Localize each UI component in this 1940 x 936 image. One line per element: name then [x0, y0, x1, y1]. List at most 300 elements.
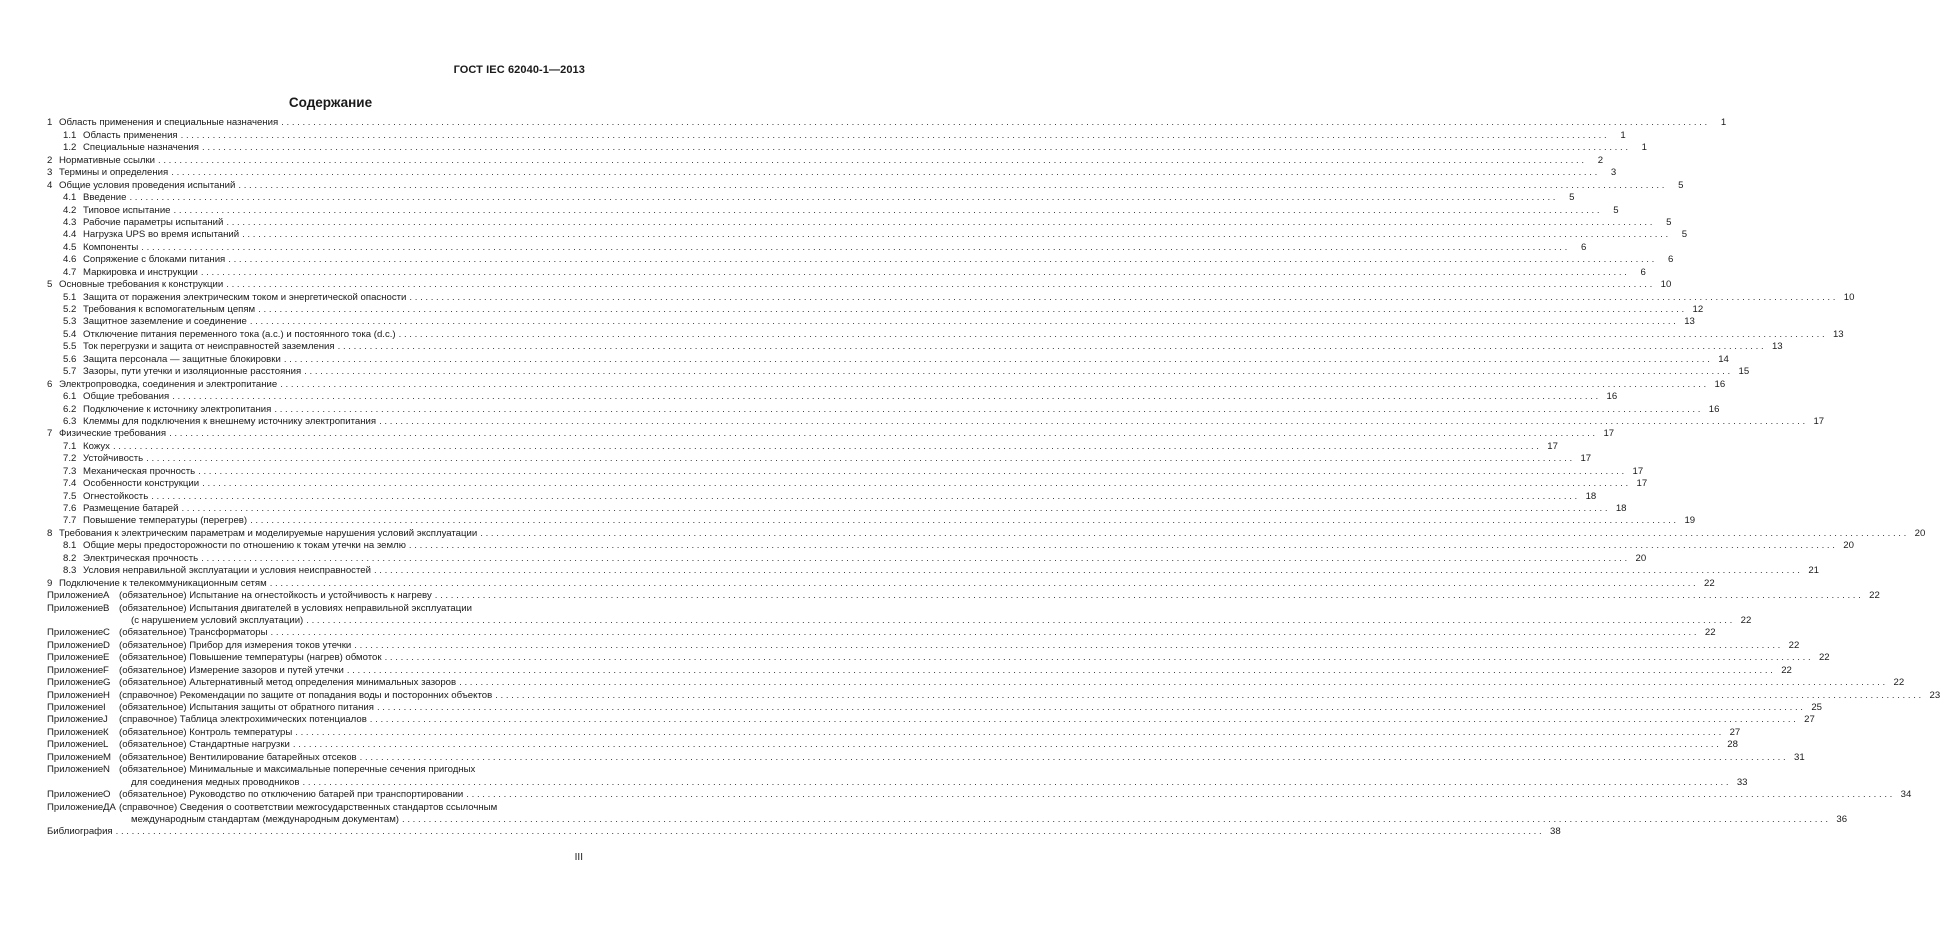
toc-leader-dots	[158, 155, 1584, 167]
toc-entry-page: 21	[1808, 565, 1819, 577]
toc-leader-dots	[284, 354, 1710, 366]
toc-entry[interactable]	[47, 204, 1619, 217]
toc-leader-dots	[242, 229, 1668, 241]
toc-leader-dots	[250, 316, 1676, 328]
toc-entry[interactable]	[47, 639, 1800, 652]
toc-entry-page: 31	[1794, 751, 1805, 763]
toc-appendix-prefix: Приложение	[47, 714, 104, 726]
toc-entry[interactable]	[47, 415, 1825, 428]
toc-leader-dots	[374, 565, 1800, 577]
toc-entry-title: Особенности конструкции	[83, 478, 200, 490]
toc-appendix-letter: ДА	[103, 801, 116, 813]
toc-entry-title: (обязательное) Испытания защиты от обратного питания	[119, 702, 374, 714]
toc-entry-title: Отключение питания переменного тока (a.c.) и постоянного тока (d.c.)	[83, 328, 396, 340]
toc-entry-page: 38	[1550, 826, 1561, 838]
toc-appendix-prefix: Приложение	[47, 726, 104, 738]
toc-leader-dots	[271, 627, 1697, 639]
toc-entry-number: 7.7	[63, 515, 77, 527]
toc-entry-number: 8.2	[63, 552, 77, 564]
toc-entry-page: 27	[1729, 726, 1741, 738]
toc-entry-title: Электропроводка, соединения и электропитание	[59, 378, 278, 390]
toc-entry-title: Введение	[83, 192, 127, 204]
toc-entry-page: 20	[1843, 540, 1854, 552]
toc-entry-page: 17	[1580, 453, 1592, 465]
toc-entry-page: 33	[1736, 776, 1748, 788]
toc-entry[interactable]	[47, 726, 1741, 739]
toc-entry-page: 16	[1708, 403, 1720, 415]
toc-leader-dots	[181, 130, 1607, 142]
toc-entry-page: 36	[1836, 813, 1848, 825]
toc-entry-number: 6.3	[63, 415, 77, 427]
toc-entry[interactable]	[47, 764, 585, 776]
toc-entry-number: 5.3	[63, 316, 77, 328]
toc-appendix-letter: В	[103, 602, 110, 614]
toc-entry[interactable]	[47, 751, 1805, 764]
toc-entry-number: 7	[47, 428, 53, 440]
toc-entry-page: 16	[1714, 378, 1726, 390]
toc-entry[interactable]	[47, 316, 1695, 329]
toc-entry-title: Нормативные ссылки	[59, 154, 156, 166]
toc-entry-page: 22	[1781, 664, 1792, 676]
toc-leader-dots	[250, 515, 1676, 527]
toc-entry-number: 5.4	[63, 328, 77, 340]
toc-entry-number: 5.1	[63, 291, 77, 303]
toc-entry-number: 5.7	[63, 366, 77, 378]
toc-entry-title: Электрическая прочность	[83, 552, 199, 564]
toc-entry-number: 8.3	[63, 565, 77, 577]
toc-entry-page: 17	[1636, 478, 1648, 490]
toc-entry-title: Физические требования	[59, 428, 167, 440]
toc-entry-page: 18	[1585, 490, 1597, 502]
toc-entry[interactable]	[47, 266, 1646, 279]
toc-leader-dots	[280, 379, 1706, 391]
toc-entry-title: (обязательное) Минимальные и максимальные поперечные сечения пригодных	[119, 764, 476, 776]
toc-entry[interactable]	[47, 689, 1940, 702]
toc-entry-number: 7.3	[63, 465, 77, 477]
toc-entry[interactable]	[47, 789, 1912, 801]
toc-entry-title: (обязательное) Альтернативный метод определения минимальных зазоров	[119, 677, 457, 689]
toc-entry[interactable]	[47, 241, 1587, 254]
toc-leader-dots	[228, 254, 1654, 266]
toc-leader-dots	[202, 478, 1628, 490]
toc-entry[interactable]	[47, 590, 1880, 602]
toc-entry[interactable]	[47, 603, 585, 615]
toc-entry[interactable]	[47, 702, 1822, 714]
toc-leader-dots	[270, 578, 1696, 590]
toc-entry-page: 10	[1843, 291, 1855, 303]
toc-leader-dots	[201, 553, 1627, 565]
toc-entry-number: 2	[47, 154, 53, 166]
toc-entry-page: 25	[1811, 702, 1822, 714]
toc-entry-title: Термины и определения	[59, 167, 169, 179]
toc-entry-number: 4.7	[63, 266, 77, 278]
toc-entry-title: Требования к электрическим параметрам и моделируемые нарушения условий эксплуатации	[59, 527, 478, 539]
toc-entry-number: 7.1	[63, 440, 77, 452]
toc-entry[interactable]	[47, 652, 1830, 664]
toc-leader-dots	[495, 690, 1921, 702]
toc-entry-number: 9	[47, 577, 53, 589]
toc-entry-title: (обязательное) Испытание на огнестойкость и устойчивость к нагреву	[119, 590, 432, 602]
toc-appendix-letter: Е	[103, 652, 110, 664]
toc-appendix-prefix: Приложение	[47, 652, 104, 664]
toc-entry[interactable]	[47, 216, 1672, 229]
toc-entry-number: 4.6	[63, 254, 77, 266]
toc-entry-page: 16	[1606, 391, 1618, 403]
toc-entry-title: Маркировка и инструкции	[83, 266, 198, 278]
toc-entry-page: 2	[1597, 154, 1604, 166]
toc-appendix-prefix: Приложение	[47, 764, 104, 776]
toc-entry-title: (обязательное) Вентилирование батарейных отсеков	[119, 751, 357, 763]
toc-entry-title: Кожух	[83, 440, 110, 452]
toc-leader-dots	[116, 826, 1542, 838]
toc-leader-dots	[306, 615, 1732, 627]
toc-entry-number: 5.6	[63, 353, 77, 365]
toc-entry-title: Клеммы для подключения к внешнему источнику электропитания	[83, 415, 377, 427]
toc-leader-dots	[113, 441, 1539, 453]
toc-entry-title: Область применения	[83, 129, 178, 141]
toc-entry[interactable]	[47, 714, 1815, 727]
toc-entry-title: международным стандартам (международным документам)	[131, 813, 399, 825]
toc-entry-title: (справочное) Сведения о соответствии межгосударственных стандартов ссылочным	[119, 801, 498, 813]
toc-leader-dots	[281, 117, 1707, 129]
toc-entry[interactable]	[47, 117, 1727, 130]
toc-entry-title: Зазоры, пути утечки и изоляционные расстояния	[83, 366, 302, 378]
toc-entry-title: Защита персонала — защитные блокировки	[83, 353, 281, 365]
toc-leader-dots	[377, 702, 1803, 714]
toc-entry-title: Ток перегрузки и защита от неисправностей заземления	[83, 341, 335, 353]
toc-entry[interactable]	[47, 366, 1750, 378]
toc-entry-page: 22	[1818, 652, 1830, 664]
toc-entry-title: (обязательное) Прибор для измерения токов утечки	[119, 639, 352, 651]
toc-entry-page: 22	[1788, 639, 1800, 651]
toc-entry-title: (с нарушением условий эксплуатации)	[131, 614, 304, 626]
toc-leader-dots	[480, 528, 1906, 540]
toc-entry[interactable]	[47, 428, 1615, 440]
toc-entry[interactable]	[47, 353, 1729, 366]
toc-entry-title: Компоненты	[83, 241, 139, 253]
toc-leader-dots	[435, 590, 1861, 602]
page-title: Содержание	[288, 95, 373, 110]
toc-leader-dots	[198, 466, 1624, 478]
toc-entry[interactable]	[47, 279, 1672, 291]
toc-entry-title: (обязательное) Повышение температуры (нагрев) обмоток	[119, 652, 382, 664]
toc-entry-number: 4.3	[63, 216, 77, 228]
toc-entry-number: 1.1	[63, 129, 77, 141]
toc-entry-page: 14	[1718, 353, 1729, 365]
toc-leader-dots	[409, 292, 1835, 304]
toc-entry-title: Защита от поражения электрическим током и энергетической опасности	[83, 291, 407, 303]
toc-entry-title: Общие требования	[83, 391, 170, 403]
toc-entry-page: 13	[1684, 316, 1695, 328]
toc-entry[interactable]	[47, 490, 1597, 503]
toc-entry-page: 3	[1610, 167, 1617, 179]
toc-entry-page: 12	[1692, 304, 1704, 316]
toc-entry-title: Сопряжение с блоками питания	[83, 254, 226, 266]
toc-entry-number: 6.1	[63, 391, 77, 403]
toc-appendix-prefix: Приложение	[47, 801, 104, 813]
toc-entry-number: 7.6	[63, 503, 77, 515]
toc-entry-number: 5	[47, 279, 53, 291]
toc-entry-page: 18	[1615, 503, 1627, 515]
toc-entry[interactable]	[47, 142, 1648, 154]
toc-entry[interactable]	[47, 552, 1647, 565]
toc-entry-number: 4.4	[63, 229, 77, 241]
toc-entry-number: 1	[47, 117, 53, 129]
toc-entry-title: Огнестойкость	[83, 490, 149, 502]
toc-entry-page: 28	[1727, 739, 1738, 751]
toc-appendix-letter: F	[103, 664, 109, 676]
toc-entry[interactable]	[47, 813, 1848, 826]
toc-entry[interactable]	[47, 291, 1855, 304]
toc-entry-title: (обязательное) Измерение зазоров и путей утечки	[119, 664, 344, 676]
toc-entry[interactable]	[47, 776, 1748, 789]
toc-entry-title: (обязательное) Трансформаторы	[119, 627, 268, 639]
toc-entry-page: 13	[1771, 341, 1783, 353]
toc-entry-page: 34	[1900, 789, 1912, 801]
toc-appendix-prefix: Приложение	[47, 789, 104, 801]
toc-leader-dots	[238, 180, 1664, 192]
toc-entry[interactable]	[47, 478, 1648, 490]
toc-entry-title: (обязательное) Стандартные нагрузки	[119, 739, 290, 751]
toc-entry-title: (справочное) Рекомендации по защите от попадания воды и посторонних объектов	[119, 689, 493, 701]
toc-entry-number: 5.2	[63, 304, 77, 316]
toc-entry-page: 22	[1740, 614, 1752, 626]
toc-entry[interactable]	[47, 627, 1716, 639]
toc-leader-dots	[226, 279, 1652, 291]
toc-entry-page: 5	[1678, 179, 1684, 191]
toc-leader-dots	[466, 789, 1892, 801]
toc-entry[interactable]	[47, 229, 1688, 241]
toc-entry-page: 17	[1632, 465, 1644, 477]
toc-leader-dots	[202, 142, 1628, 154]
toc-entry-page: 5	[1569, 192, 1575, 204]
toc-entry-page: 1	[1620, 129, 1626, 141]
toc-entry[interactable]	[47, 129, 1626, 142]
toc-entry-page: 1	[1720, 117, 1727, 129]
toc-entry-title: Нагрузка UPS во время испытаний	[83, 229, 240, 241]
toc-entry-page: 5	[1666, 216, 1672, 228]
toc-entry-title: Защитное заземление и соединение	[83, 316, 247, 328]
toc-leader-dots	[169, 428, 1595, 440]
toc-entry-page: 22	[1869, 590, 1880, 602]
toc-entry[interactable]	[47, 677, 1905, 689]
toc-entry-title: (обязательное) Испытания двигателей в условиях неправильной эксплуатации	[119, 602, 472, 614]
toc-entry-page: 17	[1547, 440, 1558, 452]
toc-leader-dots	[172, 391, 1598, 403]
page-number: III	[574, 852, 583, 863]
toc-leader-dots	[338, 341, 1764, 353]
toc-entry-number: 4	[47, 179, 53, 191]
toc-entry-number: 6.2	[63, 403, 77, 415]
toc-entry-page: 6	[1640, 266, 1646, 278]
toc-entry-page: 1	[1641, 142, 1648, 154]
toc-entry-title: Общие меры предосторожности по отношению к токам утечки на землю	[83, 540, 406, 552]
toc-leader-dots	[146, 453, 1572, 465]
toc-entry-page: 6	[1580, 241, 1587, 253]
toc-entry-title: Библиография	[47, 826, 113, 838]
toc-leader-dots	[379, 416, 1805, 428]
toc-entry-page: 15	[1738, 366, 1750, 378]
toc-entry[interactable]	[47, 515, 1696, 528]
toc-appendix-prefix: Приложение	[47, 739, 104, 751]
toc-appendix-prefix: Приложение	[47, 689, 104, 701]
toc-entry[interactable]	[47, 826, 1561, 838]
toc-appendix-prefix: Приложение	[47, 627, 104, 639]
toc-entry-page: 6	[1667, 254, 1674, 266]
toc-leader-dots	[360, 752, 1786, 764]
toc-appendix-prefix: Приложение	[47, 602, 104, 614]
toc-leader-dots	[399, 329, 1825, 341]
toc-leader-dots	[459, 677, 1885, 689]
toc-entry-page: 20	[1635, 552, 1647, 564]
toc-entry[interactable]	[47, 453, 1592, 465]
toc-entry[interactable]	[47, 179, 1684, 192]
toc-entry[interactable]	[47, 167, 1617, 179]
toc-entry-page: 22	[1704, 577, 1715, 589]
toc-leader-dots	[347, 665, 1773, 677]
toc-entry-title: для соединения медных проводников	[131, 776, 300, 788]
toc-entry-title: (обязательное) Контроль температуры	[119, 726, 293, 738]
toc-entry-number: 7.5	[63, 490, 77, 502]
toc-appendix-letter: G	[103, 677, 111, 689]
toc-entry[interactable]	[47, 341, 1783, 353]
toc-leader-dots	[402, 814, 1828, 826]
toc-entry-page: 19	[1684, 515, 1696, 527]
toc-appendix-letter: L	[103, 739, 109, 751]
toc-leader-dots	[293, 739, 1719, 751]
toc-entry-number: 7.4	[63, 478, 77, 490]
toc-leader-dots	[226, 217, 1652, 229]
toc-entry-number: 6	[47, 378, 53, 390]
toc-entry[interactable]	[47, 577, 1715, 590]
toc-entry-title: Требования к вспомогательным цепям	[83, 304, 256, 316]
toc-entry-page: 5	[1613, 204, 1619, 216]
toc-leader-dots	[181, 503, 1607, 515]
toc-appendix-letter: С	[103, 627, 110, 639]
toc-leader-dots	[354, 640, 1780, 652]
toc-entry-number: 5.5	[63, 341, 77, 353]
toc-entry-number: 4.5	[63, 241, 77, 253]
toc-entry[interactable]	[47, 192, 1575, 204]
toc-leader-dots	[258, 304, 1684, 316]
toc-entry-page: 17	[1603, 428, 1615, 440]
toc-entry-page: 22	[1893, 677, 1905, 689]
toc-entry-title: Типовое испытание	[83, 204, 171, 216]
toc-entry[interactable]	[47, 154, 1604, 167]
toc-appendix-letter: D	[103, 639, 110, 651]
toc-appendix-letter: М	[103, 751, 111, 763]
toc-entry-page: 27	[1804, 714, 1815, 726]
toc-entry-number: 8.1	[63, 540, 77, 552]
toc-entry-number: 8	[47, 527, 53, 539]
toc-entry[interactable]	[47, 304, 1704, 316]
toc-leader-dots	[129, 192, 1555, 204]
toc-entry-number: 7.2	[63, 453, 77, 465]
toc-entry[interactable]	[47, 739, 1738, 751]
toc-appendix-letter: Н	[103, 689, 110, 701]
toc-entry[interactable]	[47, 565, 1819, 577]
toc-leader-dots	[151, 491, 1577, 503]
toc-leader-dots	[295, 727, 1721, 739]
toc-entry-page: 20	[1914, 527, 1926, 539]
toc-leader-dots	[385, 652, 1811, 664]
toc-leader-dots	[302, 777, 1728, 789]
toc-entry-title: Устойчивость	[83, 453, 144, 465]
toc-entry-number: 4.1	[63, 192, 77, 204]
toc-entry-title: Условия неправильной эксплуатации и условия неисправностей	[83, 565, 371, 577]
toc-entry-title: Основные требования к конструкции	[59, 279, 224, 291]
toc-entry-page: 5	[1681, 229, 1688, 241]
toc-entry[interactable]	[47, 403, 1720, 416]
toc-leader-dots	[174, 205, 1600, 217]
toc-appendix-letter: А	[103, 590, 110, 602]
toc-entry-page: 17	[1813, 415, 1825, 427]
toc-appendix-letter: К	[103, 726, 109, 738]
document-code: ГОСТ IEC 62040-1—2013	[453, 64, 585, 76]
toc-entry-title: Подключение к источнику электропитания	[83, 403, 272, 415]
toc-entry-title: Механическая прочность	[83, 465, 196, 477]
toc-appendix-letter: О	[103, 789, 111, 801]
toc-entry-title: Повышение температуры (перегрев)	[83, 515, 248, 527]
toc-appendix-prefix: Приложение	[47, 702, 104, 714]
toc-entry-title: Рабочие параметры испытаний	[83, 216, 224, 228]
toc-entry-number: 1.2	[63, 142, 77, 154]
toc-leader-dots	[304, 366, 1730, 378]
toc-entry-title: Специальные назначения	[83, 142, 199, 154]
toc-entry-number: 3	[47, 167, 53, 179]
toc-entry[interactable]	[47, 614, 1752, 627]
toc-appendix-prefix: Приложение	[47, 590, 104, 602]
toc-entry-page: 23	[1929, 689, 1940, 701]
toc-appendix-letter: N	[103, 764, 110, 776]
toc-entry[interactable]	[47, 540, 1854, 552]
toc-entry-title: (справочное) Таблица электрохимических потенциалов	[119, 714, 367, 726]
toc-entry[interactable]	[47, 391, 1618, 403]
toc-leader-dots	[171, 167, 1597, 179]
toc-leader-dots	[201, 267, 1627, 279]
toc-entry-title: Размещение батарей	[83, 503, 179, 515]
toc-entry[interactable]	[47, 503, 1627, 515]
toc-appendix-prefix: Приложение	[47, 664, 104, 676]
toc-entry-number: 4.2	[63, 204, 77, 216]
toc-entry-title: (обязательное) Руководство по отключению батарей при транспортировании	[119, 789, 464, 801]
toc-appendix-letter: J	[103, 714, 108, 726]
toc-leader-dots	[274, 404, 1700, 416]
toc-entry[interactable]	[47, 664, 1792, 677]
toc-entry[interactable]	[47, 465, 1644, 478]
toc-entry[interactable]	[47, 254, 1674, 266]
toc-entry[interactable]	[47, 378, 1726, 391]
toc-entry[interactable]	[47, 802, 585, 814]
toc-leader-dots	[409, 540, 1835, 552]
toc-entry[interactable]	[47, 527, 1926, 540]
toc-appendix-prefix: Приложение	[47, 751, 104, 763]
toc-appendix-letter: I	[103, 702, 106, 714]
toc-entry-page: 13	[1832, 328, 1844, 340]
toc-entry-title: Область применения и специальные назначения	[59, 117, 279, 129]
toc-entry[interactable]	[47, 440, 1558, 453]
toc-leader-dots	[141, 242, 1567, 254]
toc-leader-dots	[370, 714, 1796, 726]
toc-entry[interactable]	[47, 328, 1844, 341]
toc-entry-page: 10	[1660, 279, 1672, 291]
toc-appendix-prefix: Приложение	[47, 677, 104, 689]
toc-entry-page: 22	[1704, 627, 1716, 639]
table-of-contents	[47, 117, 1940, 839]
toc-appendix-prefix: Приложение	[47, 639, 104, 651]
toc-entry-title: Общие условия проведения испытаний	[59, 179, 236, 191]
toc-entry-title: Подключение к телекоммуникационным сетям	[59, 577, 267, 589]
